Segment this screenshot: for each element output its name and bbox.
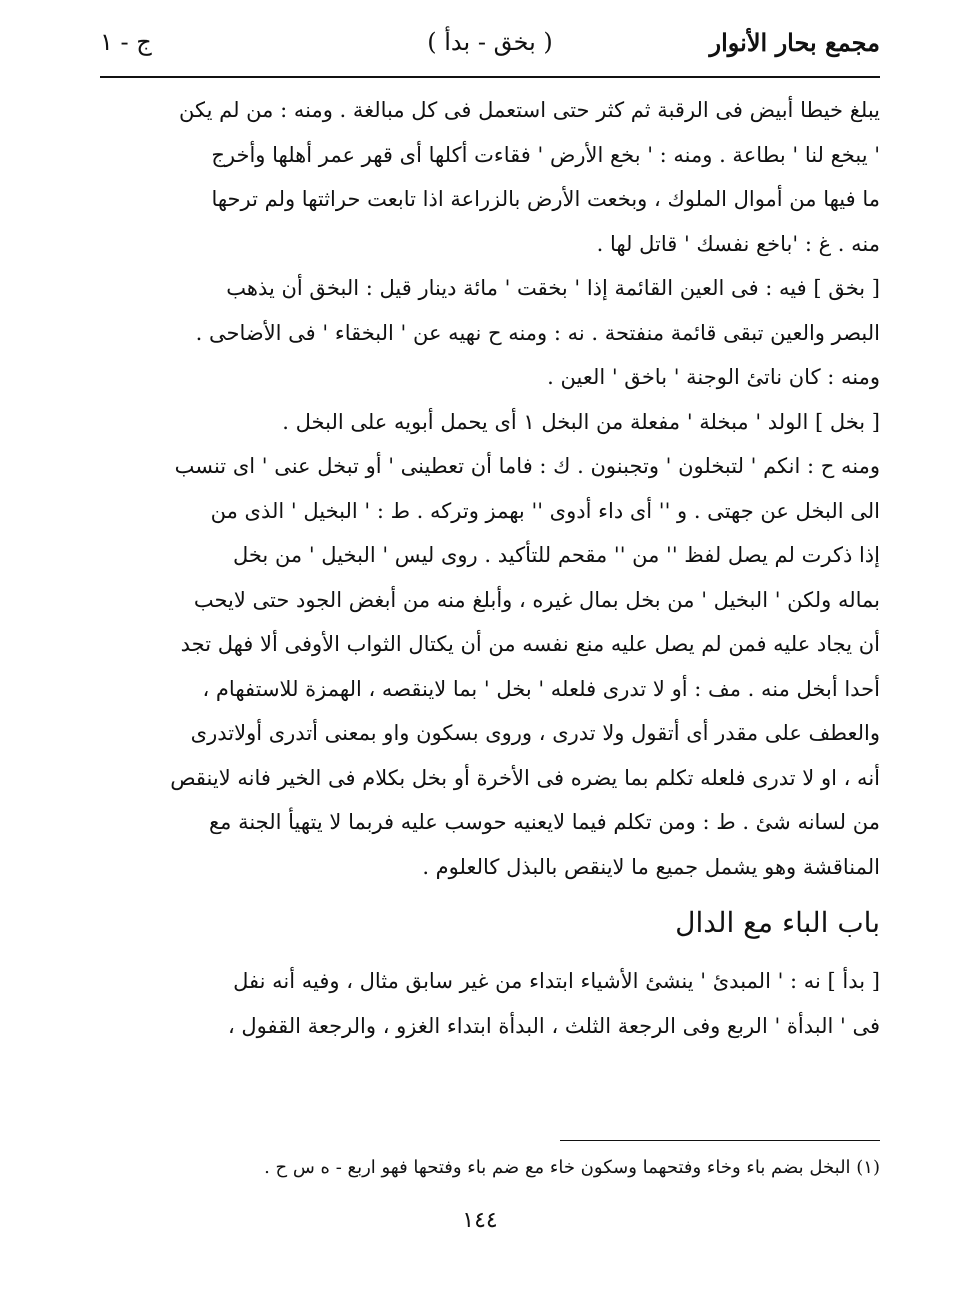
text-line: ومنه ح : انكم ' لتبخلون ' وتجبنون . ك : فاما أن تعطينى ' أو تبخل عنى ' اى تنسب <box>174 454 880 478</box>
text-line: الى البخل عن جهتى . و '' أى داء أدوى '' بهمز وتركه . ط : ' البخيل ' الذى من <box>210 498 880 523</box>
text-line: يبلغ خيطا أبيض فى الرقبة ثم كثر حتى استعمل فى كل مبالغة . ومنه : من لم يكن <box>179 98 880 122</box>
text-line: ' يبخع لنا ' بطاعة . ومنه : ' بخع الأرض ' فقاءت أكلها أى قهر عمر أهلها وأخرج <box>211 142 880 167</box>
book-title: مجمع بحار الأنوار <box>709 28 880 57</box>
text-line: من لسانه شئ . ط : ومن تكلم فيما لايعنيه حوسب عليه فربما لا يتهيأ الجنة مع <box>208 810 880 834</box>
entry-bakhila-line: [ بخل ] الولد ' مبخلة ' مفعلة من البخل ١ أى يحمل أبويه على البخل . <box>282 409 880 434</box>
text-line: البصر والعين تبقى قائمة منفتحة . نه : ومنه ح نهيه عن ' البخقاء ' فى الأضاحى . <box>195 320 880 345</box>
header-rule <box>100 76 880 78</box>
text-line: إذا ذكرت لم يصل لفظ '' من '' مقحم للتأكيد . روى ليس ' البخيل ' من بخل <box>232 543 880 567</box>
page-number: ١٤٤ <box>462 1208 498 1233</box>
entry-range: ( بخق - بدأ ) <box>427 28 553 56</box>
footnote: (١) البخل بضم باء وخاء وفتحهما وسكون خاء مع ضم باء وفتحها فهو اربع - ه س ح . <box>264 1157 880 1178</box>
text-line: ومنه : كان ناتئ الوجنة ' باخق ' العين . <box>547 365 880 389</box>
text-line: والعطف على مقدر أى أتقول ولا تدرى ، وروى بسكون واو بمعنى أتدرى أولاتدرى <box>190 721 880 745</box>
text-line: ما فيها من أموال الملوك ، وبخعت الأرض بالزراعة اذا تابعت حراثتها ولم ترحها <box>211 187 880 211</box>
text-line: أحدا أبخل منه . مف : أو لا تدرى فلعله ' بخل ' بما لاينقصه ، الهمزة للاستفهام ، <box>202 676 880 701</box>
text-line: منه . غ : 'باخع نفسك ' قاتل لها . <box>596 231 880 256</box>
text-line: فى ' البدأة ' الربع وفى الرجعة الثلث ، البدأة ابتداء الغزو ، والرجعة القفول ، <box>227 1013 880 1038</box>
text-line: المناقشة وهو يشمل جميع ما لاينقص بالبذل كالعلوم . <box>422 854 880 879</box>
section-heading: باب الباء مع الدال <box>675 906 880 939</box>
text-line: أن يجاد عليه فمن لم يصل عليه منع نفسه من أن يكتال الثواب الأوفى ألا فهل تجد <box>180 632 880 656</box>
volume-number: ج - ١ <box>100 28 152 56</box>
running-header <box>100 28 880 68</box>
footnote-rule <box>560 1140 880 1141</box>
entry-bakhaqa-line: [ بخق ] فيه : فى العين القائمة إذا ' بخقت ' مائة دينار قيل : البخق أن يذهب <box>226 276 880 300</box>
text-line: أنه ، او لا تدرى فلعله تكلم بما يضره فى الأخرة أو بخل بكلام فى الخير فانه لاينقص <box>170 765 880 790</box>
body-text <box>100 88 880 1048</box>
entry-badaa-line: [ بدأ ] نه : ' المبدئ ' ينشئ الأشياء ابتداء من غير سابق مثال ، وفيه أنه نفل <box>233 969 880 993</box>
text-line: بماله ولكن ' البخيل ' من بخل بمال غيره ، وأبلغ منه من أبغض الجود حتى لايحب <box>193 587 880 612</box>
